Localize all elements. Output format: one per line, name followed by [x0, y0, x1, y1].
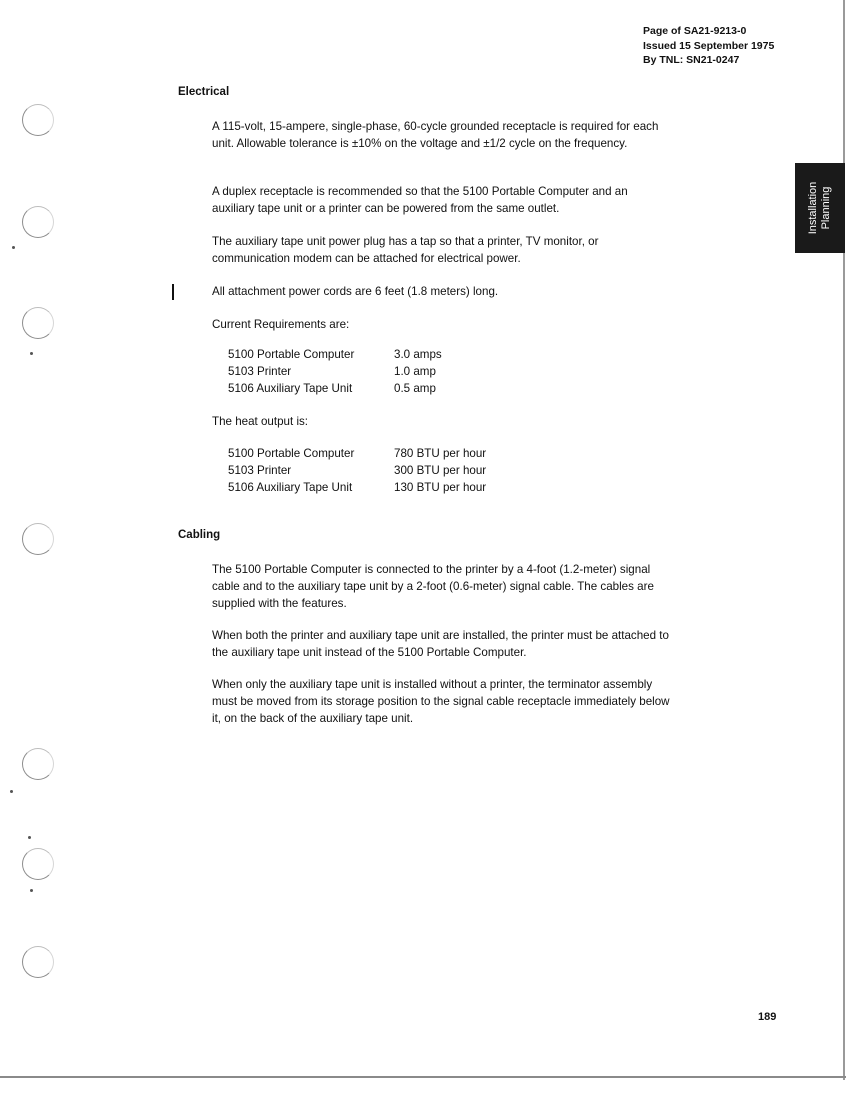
- electrical-paragraph-power-cords: All attachment power cords are 6 feet (1.8 meters) long.: [212, 285, 499, 298]
- header-tnl: By TNL: SN21-0247: [643, 54, 740, 66]
- scan-speck: [12, 246, 15, 249]
- device-name: 5106 Auxiliary Tape Unit: [228, 481, 353, 494]
- binder-hole: [22, 307, 54, 339]
- table-row: [228, 462, 486, 479]
- current-value: 0.5 amp: [394, 382, 436, 395]
- table-row: [228, 380, 442, 397]
- scan-speck: [30, 352, 33, 355]
- binder-hole: [22, 104, 54, 136]
- header-page-of: Page of SA21-9213-0: [643, 25, 747, 37]
- table-row: [228, 363, 442, 380]
- section-tab-line2: Planning: [820, 186, 832, 230]
- binder-hole: [22, 206, 54, 238]
- current-requirements-intro: Current Requirements are:: [212, 318, 350, 331]
- cabling-heading: Cabling: [178, 529, 221, 541]
- heat-value: 300 BTU per hour: [394, 464, 487, 477]
- device-name: 5100 Portable Computer: [228, 447, 355, 460]
- binder-hole: [22, 523, 54, 555]
- binder-hole: [22, 848, 54, 880]
- scan-speck: [28, 836, 31, 839]
- device-name: 5100 Portable Computer: [228, 348, 355, 361]
- section-tab-label: [807, 182, 833, 235]
- page-edge-bottom: [0, 1076, 846, 1078]
- current-requirements-table: [228, 346, 442, 397]
- scan-speck: [30, 889, 33, 892]
- section-tab-line1: Installation: [807, 181, 819, 235]
- cabling-paragraph-terminator: When only the auxiliary tape unit is installed without a printer, the terminator assembly must be moved from its storage position to the signal cable receptacle immediately below it, on the back of the auxiliary tape unit.: [212, 678, 670, 725]
- electrical-paragraph-receptacle: A 115-volt, 15-ampere, single-phase, 60-cycle grounded receptacle is required for each unit. Allowable tolerance is ±10% on the voltage and ±1/2 cycle on the frequency.: [212, 120, 659, 150]
- device-name: 5106 Auxiliary Tape Unit: [228, 382, 353, 395]
- current-value: 1.0 amp: [394, 365, 436, 378]
- table-row: [228, 479, 486, 496]
- revision-change-bar: [172, 284, 174, 300]
- heat-output-table: [228, 445, 486, 496]
- current-value: 3.0 amps: [394, 348, 442, 361]
- cabling-paragraph-connection: The 5100 Portable Computer is connected to the printer by a 4-foot (1.2-meter) signal cable and to the auxiliary tape unit by a 2-foot (0.6-meter) signal cable. The cables are supplied with the features.: [212, 563, 654, 610]
- device-name: 5103 Printer: [228, 464, 292, 477]
- cabling-paragraph-both-installed: When both the printer and auxiliary tape unit are installed, the printer must be attached to the auxiliary tape unit instead of the 5100 Portable Computer.: [212, 629, 669, 659]
- binder-hole: [22, 946, 54, 978]
- header-issued: Issued 15 September 1975: [643, 39, 775, 52]
- table-row: [228, 445, 486, 462]
- electrical-paragraph-power-plug: The auxiliary tape unit power plug has a tap so that a printer, TV monitor, or communication modem can be attached for electrical power.: [212, 235, 599, 265]
- heat-value: 780 BTU per hour: [394, 447, 487, 460]
- section-tab: [795, 163, 845, 253]
- device-name: 5103 Printer: [228, 365, 292, 378]
- table-row: [228, 346, 442, 363]
- scan-speck: [10, 790, 13, 793]
- page-edge-right: [843, 0, 845, 1080]
- heat-output-intro: The heat output is:: [212, 415, 309, 428]
- page-number: 189: [758, 1011, 777, 1023]
- binder-hole: [22, 748, 54, 780]
- document-header: [643, 24, 774, 68]
- electrical-heading: Electrical: [178, 86, 230, 98]
- heat-value: 130 BTU per hour: [394, 481, 487, 494]
- electrical-paragraph-duplex: A duplex receptacle is recommended so that the 5100 Portable Computer and an auxiliary tape unit or a printer can be powered from the same outlet.: [212, 185, 628, 215]
